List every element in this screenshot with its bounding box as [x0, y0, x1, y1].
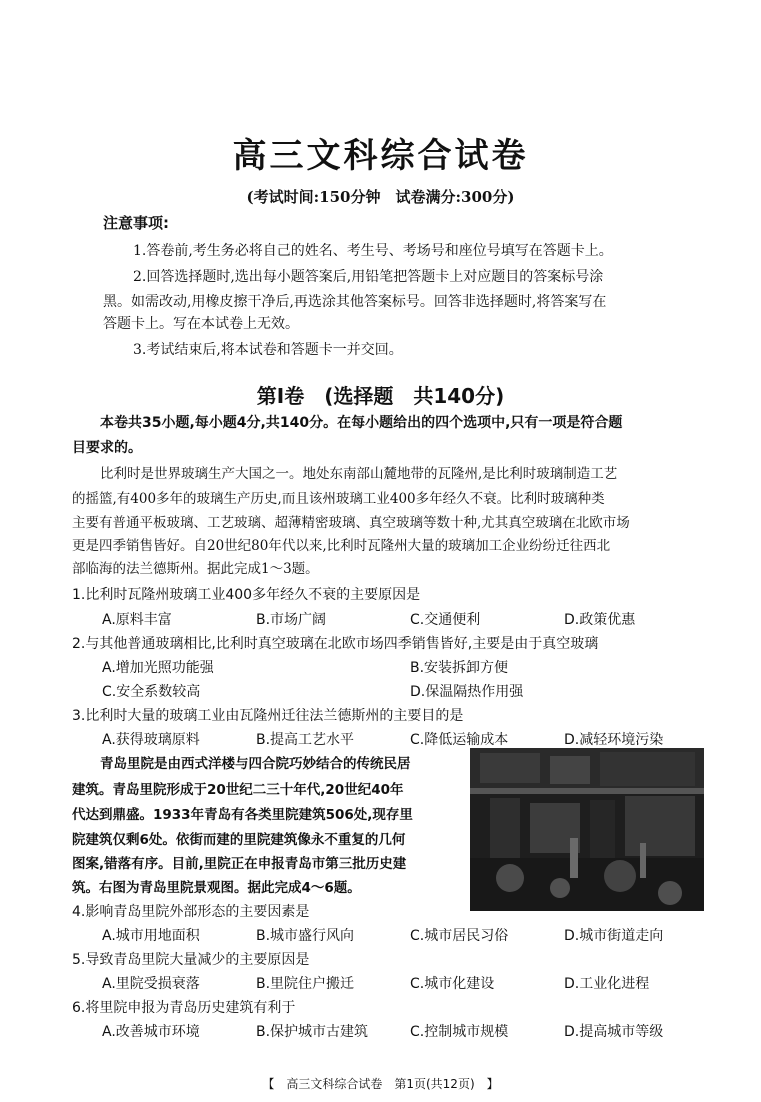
- question-1-option-a: A.原料丰富: [102, 612, 172, 628]
- question-3-stem: 3.比利时大量的玻璃工业由瓦隆州迁往法兰德斯州的主要目的是: [72, 708, 464, 724]
- question-6-option-d: D.提高城市等级: [564, 1024, 664, 1040]
- exam-subtitle: (考试时间:150分钟 试卷满分:300分): [246, 188, 515, 206]
- question-5-option-b: B.里院住户搬迁: [256, 976, 355, 992]
- question-4-option-c: C.城市居民习俗: [410, 928, 509, 944]
- question-5-option-c: C.城市化建设: [410, 976, 495, 992]
- question-3-option-c: C.降低运输成本: [410, 732, 509, 748]
- section-intro: 目要求的。: [72, 440, 142, 456]
- passage-line: 主要有普通平板玻璃、工艺玻璃、超薄精密玻璃、真空玻璃等数十种,尤其真空玻璃在北欧市场: [72, 515, 630, 531]
- passage-line: 更是四季销售皆好。自20世纪80年代以来,比利时瓦隆州大量的玻璃加工企业纷纷迁往西北: [72, 538, 611, 554]
- notice-heading: 注意事项:: [103, 214, 169, 232]
- passage-line: 部临海的法兰德斯州。据此完成1～3题。: [72, 561, 319, 577]
- question-1-option-b: B.市场广阔: [256, 612, 327, 628]
- question-1-option-c: C.交通便利: [410, 612, 481, 628]
- question-5-option-d: D.工业化进程: [564, 976, 650, 992]
- liyuan-photo-illustration: [470, 748, 704, 911]
- question-2-option-a: A.增加光照功能强: [102, 660, 214, 676]
- passage-line: 的摇篮,有400多年的玻璃生产历史,而且该州玻璃工业400多年经久不衰。比利时玻璃种类: [72, 491, 605, 507]
- notice-line: 答题卡上。写在本试卷上无效。: [103, 316, 299, 332]
- question-4-stem: 4.影响青岛里院外部形态的主要因素是: [72, 904, 310, 920]
- exam-title: 高三文科综合试卷: [232, 136, 529, 176]
- notice-line: 1.答卷前,考生务必将自己的姓名、考生号、考场号和座位号填写在答题卡上。: [133, 243, 613, 259]
- section-title: 第Ⅰ卷 (选择题 共140分): [256, 384, 505, 408]
- passage-line: 青岛里院是由西式洋楼与四合院巧妙结合的传统民居: [100, 756, 411, 772]
- notice-line: 3.考试结束后,将本试卷和答题卡一并交回。: [133, 342, 403, 358]
- section-intro: 本卷共35小题,每小题4分,共140分。在每小题给出的四个选项中,只有一项是符合题: [100, 415, 623, 431]
- passage-line: 比利时是世界玻璃生产大国之一。地处东南部山麓地带的瓦隆州,是比利时玻璃制造工艺: [100, 466, 618, 482]
- passage-line: 建筑。青岛里院形成于20世纪二三十年代,20世纪40年: [72, 782, 404, 798]
- qingdao-liyuan-photo: [470, 748, 704, 911]
- question-6-option-a: A.改善城市环境: [102, 1024, 200, 1040]
- question-2-option-d: D.保温隔热作用强: [410, 684, 524, 700]
- passage-line: 院建筑仅剩6处。依街而建的里院建筑像永不重复的几何: [72, 832, 406, 848]
- notice-line: 黑。如需改动,用橡皮擦干净后,再选涂其他答案标号。回答非选择题时,将答案写在: [103, 294, 607, 310]
- notice-line: 2.回答选择题时,选出每小题答案后,用铅笔把答题卡上对应题目的答案标号涂: [133, 269, 604, 285]
- question-1-stem: 1.比利时瓦隆州玻璃工业400多年经久不衰的主要原因是: [72, 587, 421, 603]
- question-1-option-d: D.政策优惠: [564, 612, 636, 628]
- question-4-option-b: B.城市盛行风向: [256, 928, 355, 944]
- question-2-option-b: B.安装拆卸方便: [410, 660, 509, 676]
- question-4-option-d: D.城市街道走向: [564, 928, 664, 944]
- passage-line: 筑。右图为青岛里院景观图。据此完成4～6题。: [72, 880, 361, 896]
- question-6-stem: 6.将里院申报为青岛历史建筑有利于: [72, 1000, 296, 1016]
- question-3-option-d: D.减轻环境污染: [564, 732, 664, 748]
- question-6-option-b: B.保护城市古建筑: [256, 1024, 369, 1040]
- question-4-option-a: A.城市用地面积: [102, 928, 200, 944]
- passage-line: 图案,错落有序。目前,里院正在申报青岛市第三批历史建: [72, 856, 407, 872]
- passage-line: 代达到鼎盛。1933年青岛有各类里院建筑506处,现存里: [72, 807, 413, 823]
- page-footer: 【 高三文科综合试卷 第1页(共12页) 】: [262, 1077, 499, 1091]
- question-2-stem: 2.与其他普通玻璃相比,比利时真空玻璃在北欧市场四季销售皆好,主要是由于真空玻璃: [72, 636, 599, 652]
- question-3-option-b: B.提高工艺水平: [256, 732, 355, 748]
- question-5-stem: 5.导致青岛里院大量减少的主要原因是: [72, 952, 310, 968]
- question-3-option-a: A.获得玻璃原料: [102, 732, 200, 748]
- question-6-option-c: C.控制城市规模: [410, 1024, 509, 1040]
- question-2-option-c: C.安全系数较高: [102, 684, 201, 700]
- question-5-option-a: A.里院受损衰落: [102, 976, 200, 992]
